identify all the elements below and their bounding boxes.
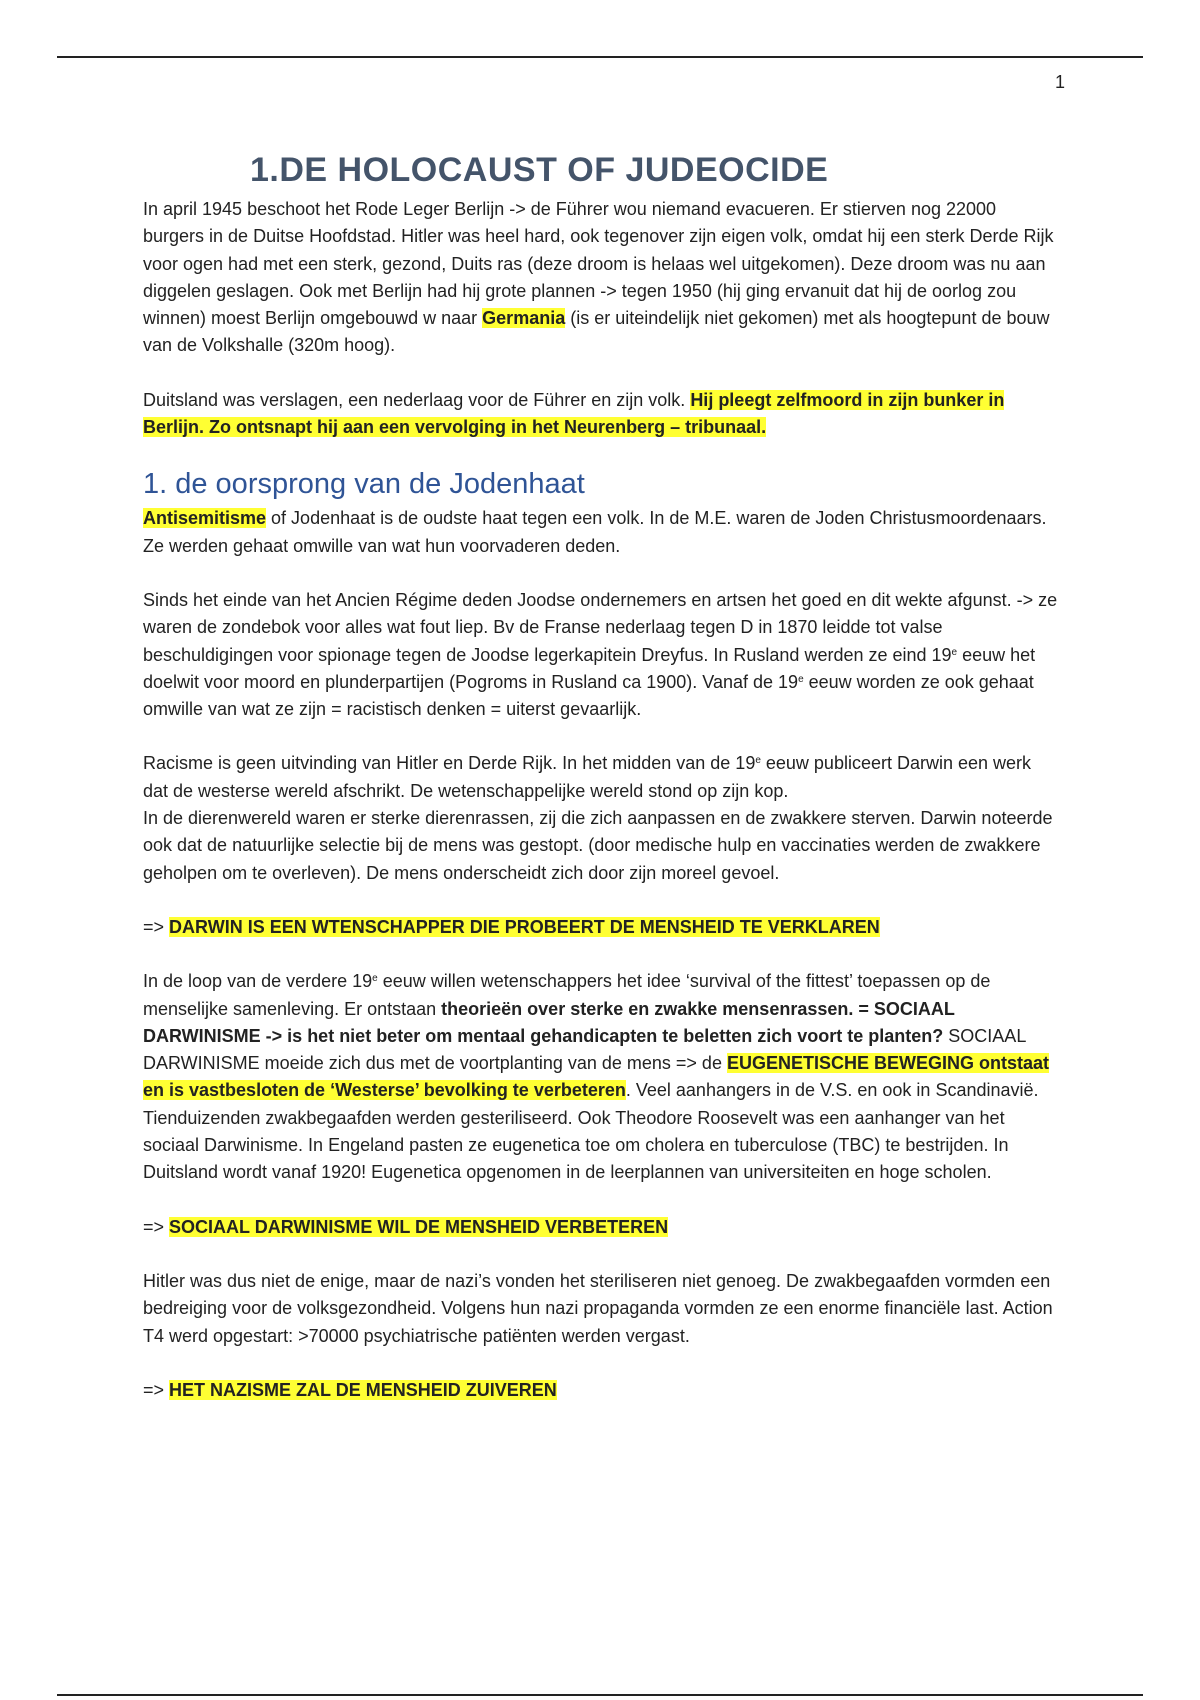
conclusion-darwin (143, 914, 1058, 941)
text-run: eeuw publiceert Darwin een werk dat de westerse wereld afschrikt. De wetenschappelijke wereld stond op zijn kop. (143, 753, 1032, 801)
section-heading: 1. de oorsprong van de Jodenhaat (143, 468, 585, 501)
header-rule (57, 56, 1143, 58)
text-run: eeuw willen wetenschappers het idee ‘survival of the fittest’ toepassen op de menselijke samenleving. Er ontstaan (143, 971, 991, 1019)
superscript: e (951, 646, 958, 658)
arrow-marker: => (143, 1216, 170, 1237)
page-title: 1.DE HOLOCAUST OF JUDEOCIDE (250, 151, 829, 189)
superscript: e (798, 673, 804, 685)
text-run: Duitsland was verslagen, een nederlaag voor de Führer en zijn volk. (143, 389, 691, 410)
section-paragraph-3b: In de dierenwereld waren er sterke dierenrassen, zij die zich aanpassen en de zwakkere sterven. Darwin noteerde ook dat de natuurlijke selectie bij de mens was gestopt. (door medische hulp en vaccinaties werden de zwakkere geholpen om te overleven). De mens onderscheidt zich door zijn moreel gevoel. (143, 808, 1053, 883)
arrow-marker: => (143, 916, 170, 937)
footer-rule (57, 1694, 1143, 1696)
intro-paragraph-1 (143, 196, 1058, 360)
text-run: eeuw het doelwit voor moord en plunderpartijen (Pogroms in Rusland ca 1900). Vanaf de 19 (143, 644, 1036, 692)
conclusion-nazism (143, 1377, 1058, 1404)
section-paragraph-4 (143, 968, 1058, 1186)
superscript: e (755, 755, 761, 767)
section-paragraph-5: Hitler was dus niet de enige, maar de nazi’s vonden het steriliseren niet genoeg. De zwakbegaafden vormden een bedreiging voor de volksgezondheid. Volgens hun nazi propaganda vormden ze een enorme financiële last. Action T4 werd opgestart: >70000 psychiatrische patiënten werden vergast. (143, 1270, 1053, 1346)
text-run: SOCIAAL DARWINISME moeide zich dus met de voortplanting van de mens => de (143, 1025, 1026, 1074)
highlight-eugenetics: EUGENETISCHE BEWEGING ontstaat en is vastbesloten de ‘Westerse’ bevolking te verbeteren (143, 1053, 1049, 1101)
document-body (143, 148, 1058, 1404)
superscript: e (372, 973, 378, 985)
page-number: 1 (1054, 72, 1065, 92)
intro-paragraph-2 (143, 387, 1058, 442)
text-run: . Veel aanhangers in de V.S. en ook in Scandinavië. Tienduizenden zwakbegaafden werden gesteriliseerd. Ook Theodore Roosevelt was een aanhanger van het sociaal Darwinisme. In Engeland pasten ze eugenetica toe om cholera en tuberculose (TBC) te bestrijden. In Duitsland wordt vanaf 1920! Eugenetica opgenomen in de leerplannen van universiteiten en hoge scholen. (143, 1080, 1039, 1183)
highlight-antisemitisme: Antisemitisme (143, 508, 267, 529)
section-paragraph-3 (143, 750, 1058, 805)
highlight-suicide: Hij pleegt zelfmoord in zijn bunker in Berlijn. Zo ontsnapt hij aan een vervolging in het Neurenberg – tribunaal. (143, 389, 1005, 438)
conclusion-social-darwinism (143, 1214, 1058, 1241)
text-run: In april 1945 beschoot het Rode Leger Berlijn -> de Führer wou niemand evacueren. Er stierven nog 22000 burgers in de Duitse Hoofdstad. Hitler was heel hard, ook tegenover zijn eigen volk, omdat hij een sterk Derde Rijk voor ogen had met een sterk, gezond, Duits ras (deze droom is helaas wel uitgekomen). Deze droom was nu aan diggelen geslagen. Ook met Berlijn had hij grote plannen -> tegen 1950 (hij ging ervanuit dat hij de oorlog zou winnen) moest Berlijn omgebouwd w naar (143, 199, 1054, 329)
section-paragraph-1 (143, 505, 1058, 560)
highlight-conclusion: SOCIAAL DARWINISME WIL DE MENSHEID VERBETEREN (169, 1216, 669, 1237)
text-run: of Jodenhaat is de oudste haat tegen een volk. In de M.E. waren de Joden Christusmoordenaars. Ze werden gehaat omwille van wat hun voorvaderen deden. (143, 508, 1047, 556)
arrow-marker: => (143, 1379, 170, 1400)
text-run: In de loop van de verdere 19 (143, 971, 373, 992)
bold-run: theorieën over sterke en zwakke mensenrassen. = SOCIAAL DARWINISME -> is het niet beter om mentaal gehandicapten te beletten zich voort te planten? (143, 998, 955, 1046)
text-run: Sinds het einde van het Ancien Régime deden Joodse ondernemers en artsen het goed en dit wekte afgunst. -> ze waren de zondebok voor alles wat fout liep. Bv de Franse nederlaag tegen D in 1870 leidde tot valse beschuldigingen voor spionage tegen de Joodse legerkapitein Dreyfus. In Rusland werden ze eind 19 (143, 589, 1058, 665)
highlight-conclusion: DARWIN IS EEN WTENSCHAPPER DIE PROBEERT DE MENSHEID TE VERKLAREN (169, 916, 880, 937)
section-paragraph-2 (143, 587, 1058, 723)
highlight-germania: Germania (482, 308, 566, 329)
text-run: eeuw worden ze ook gehaat omwille van wat ze zijn = racistisch denken = uiterst gevaarlijk. (143, 671, 1034, 720)
highlight-conclusion: HET NAZISME ZAL DE MENSHEID ZUIVEREN (169, 1379, 557, 1400)
text-run: Racisme is geen uitvinding van Hitler en Derde Rijk. In het midden van de 19 (143, 753, 756, 774)
text-run: (is er uiteindelijk niet gekomen) met als hoogtepunt de bouw van de Volkshalle (320m hoog). (143, 308, 1050, 356)
